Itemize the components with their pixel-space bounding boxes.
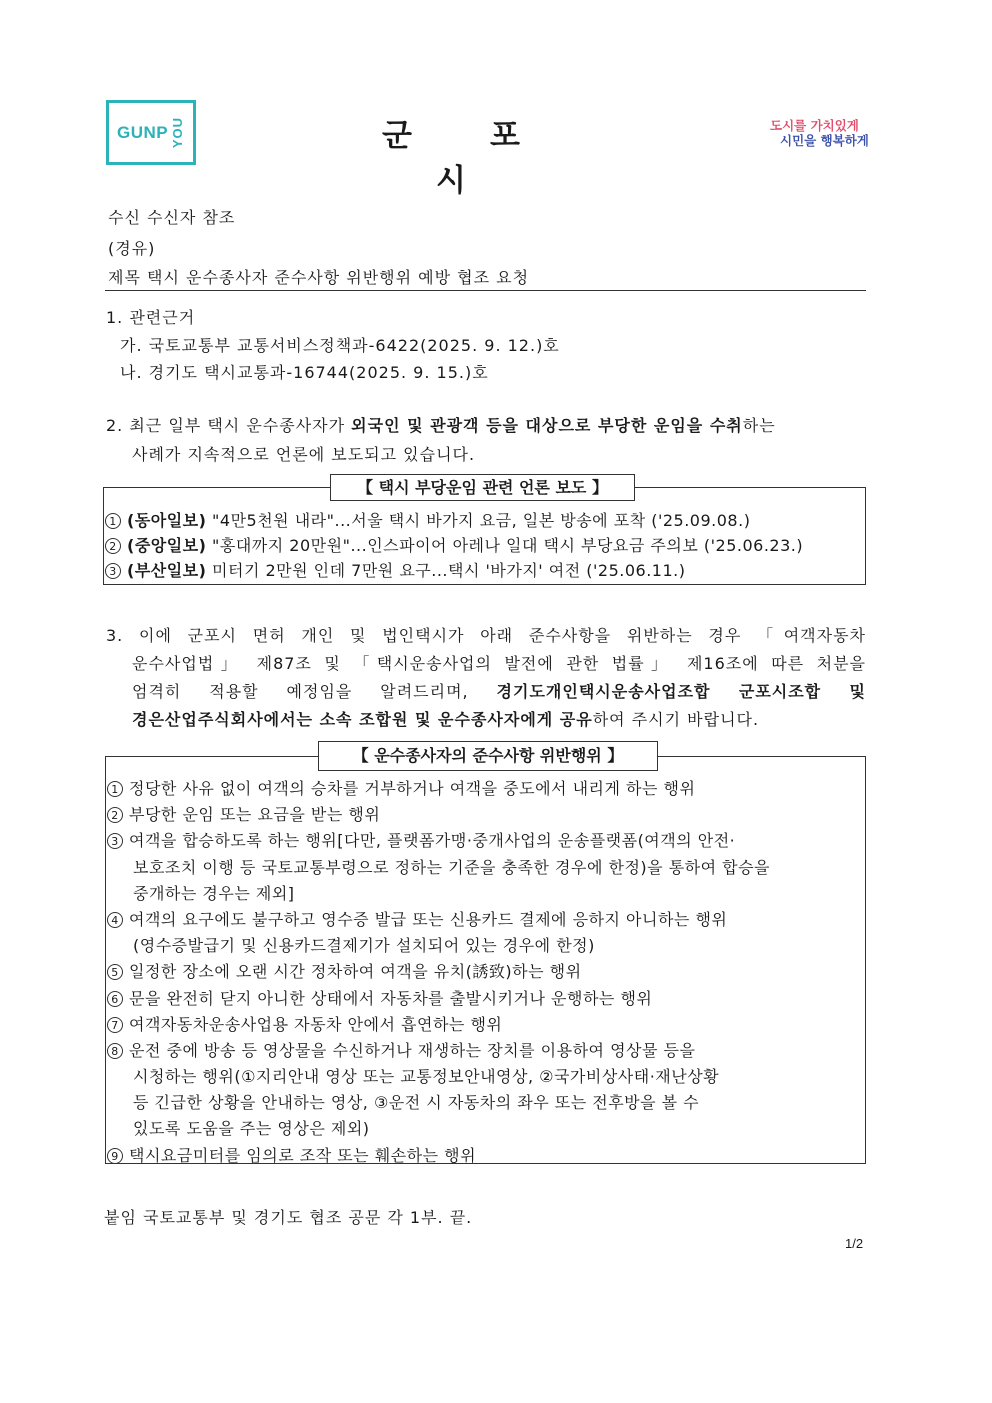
rule-text: 중개하는 경우는 제외] — [133, 883, 295, 903]
rule-line — [107, 1118, 864, 1144]
section1-heading: 1. 관련근거 — [106, 308, 196, 327]
rule-text: (영수증발급기 및 신용카드결제기가 설치되어 있는 경우에 한정) — [133, 936, 595, 956]
rule-text: 부당한 운임 또는 요금을 받는 행위 — [129, 805, 381, 825]
circled-number: 1 — [107, 781, 123, 797]
rule-line — [107, 830, 864, 856]
recipient-line: 수신 수신자 참조 — [108, 208, 236, 227]
subject-line: 제목 택시 운수종사자 준수사항 위반행위 예방 협조 요청 — [108, 268, 530, 287]
logo-text: GUNP — [117, 122, 169, 142]
section3-line1: 3. 이에 군포시 면허 개인 및 법인택시가 아래 준수사항을 위반하는 경우 「여객자동차 — [106, 626, 866, 645]
rule-line — [107, 1092, 864, 1118]
rule-line — [107, 1014, 864, 1040]
slogan-line-2: 시민을 행복하게 — [780, 133, 869, 148]
circled-number: 6 — [107, 991, 123, 1007]
section2-line1: 2. 최근 일부 택시 운수종사자가 외국인 및 관광객 등을 대상으로 부당한 운임을 수취하는 — [106, 416, 776, 435]
section2-emphasis: 외국인 및 관광객 등을 대상으로 부당한 운임을 수취 — [351, 416, 743, 435]
press-item: 2 (중앙일보) "홍대까지 20만원"...인스파이어 아레나 일대 택시 부당요금 주의보 ('25.06.23.) — [105, 533, 803, 556]
rule-text: 정당한 사유 없이 여객의 승차를 거부하거나 여객을 중도에서 내리게 하는 행위 — [129, 779, 696, 798]
attachment-line: 붙임 국토교통부 및 경기도 협조 공문 각 1부. 끝. — [104, 1208, 473, 1227]
circled-number: 1 — [105, 513, 121, 529]
rule-text: 등 긴급한 상황을 안내하는 영상, ③운전 시 자동차의 좌우 또는 전후방을 볼 수 — [133, 1093, 700, 1113]
circled-number: 5 — [107, 964, 123, 980]
rule-line — [107, 988, 864, 1014]
rules-list — [107, 778, 864, 1171]
press-item: 3 (부산일보) 미터기 2만원 인데 7만원 요구...택시 '바가지' 여전 ('25.06.11.) — [105, 558, 685, 581]
slogan-line-1: 도시를 가치있게 — [770, 118, 859, 133]
press-box-title: 【 택시 부당운임 관련 언론 보도 】 — [330, 474, 635, 501]
logo-vertical-text: YOU — [170, 116, 186, 149]
circled-number: 3 — [107, 833, 123, 849]
rule-text: 보호조치 이행 등 국토교통부령으로 정하는 기준을 충족한 경우에 한정)을 통하여 합승을 — [133, 857, 771, 877]
rule-text: 여객을 합승하도록 하는 행위[다만, 플랫폼가맹·중개사업의 운송플랫폼(여객의 안전· — [129, 831, 736, 851]
section1-item-a: 가. 국토교통부 교통서비스정책과-6422(2025. 9. 12.)호 — [120, 336, 560, 355]
circled-number: 7 — [107, 1017, 123, 1033]
rules-box-title: 【 운수종사자의 준수사항 위반행위 】 — [318, 741, 658, 771]
rule-line — [107, 1066, 864, 1092]
circled-number: 4 — [107, 912, 123, 928]
circled-number: 2 — [107, 807, 123, 823]
subject-divider — [105, 290, 866, 291]
section1-item-b: 나. 경기도 택시교통과-16744(2025. 9. 15.)호 — [120, 363, 489, 382]
rule-line — [107, 961, 864, 987]
circled-number: 9 — [107, 1148, 123, 1164]
section3-line2: 운수사업법」 제87조 및 「택시운송사업의 발전에 관한 법률」 제16조에 따른 처분을 — [132, 654, 866, 673]
via-line: (경유) — [108, 239, 156, 258]
circled-number: 8 — [107, 1043, 123, 1059]
rule-line — [107, 857, 864, 883]
rule-text: 택시요금미터를 임의로 조작 또는 훼손하는 행위 — [129, 1145, 477, 1165]
rule-line — [107, 804, 864, 830]
section3-line4: 경은산업주식회사에서는 소속 조합원 및 운수종사자에게 공유하여 주시기 바랍니다. — [132, 710, 760, 729]
page-number: 1/2 — [845, 1236, 864, 1251]
rule-text: 있도록 도움을 주는 영상은 제외) — [133, 1119, 370, 1139]
rule-text: 여객자동차운송사업용 자동차 안에서 흡연하는 행위 — [129, 1014, 503, 1034]
gunpo-logo — [106, 100, 196, 165]
rule-line — [107, 1145, 864, 1171]
rule-line — [107, 935, 864, 961]
rule-line — [107, 883, 864, 909]
rule-text: 시청하는 행위(①지리안내 영상 또는 교통정보안내영상, ②국가비상사태·재난상황 — [133, 1067, 720, 1087]
press-item: 1 (동아일보) "4만5천원 내라"...서울 택시 바가지 요금, 일본 방송에 포착 ('25.09.08.) — [105, 508, 750, 531]
circled-number: 2 — [105, 538, 121, 554]
rule-line — [107, 1040, 864, 1066]
city-slogan — [770, 118, 880, 148]
rule-text: 운전 중에 방송 등 영상물을 수신하거나 재생하는 장치를 이용하여 영상물 등을 — [129, 1040, 696, 1060]
rule-text: 일정한 장소에 오랜 시간 정차하여 여객을 유치(誘致)하는 행위 — [129, 962, 582, 982]
org-name-title: 군포시 — [382, 118, 598, 199]
section2-line2: 사례가 지속적으로 언론에 보도되고 있습니다. — [132, 445, 476, 464]
rule-line — [107, 909, 864, 935]
circled-number: 3 — [105, 563, 121, 579]
rule-line — [107, 778, 864, 804]
rule-text: 문을 완전히 닫지 아니한 상태에서 자동차를 출발시키거나 운행하는 행위 — [129, 988, 653, 1008]
rule-text: 여객의 요구에도 불구하고 영수증 발급 또는 신용카드 결제에 응하지 아니하는 행위 — [129, 909, 728, 929]
section3-line3: 엄격히 적용할 예정임을 알려드리며, 경기도개인택시운송사업조합 군포시조합 및 — [132, 682, 866, 701]
